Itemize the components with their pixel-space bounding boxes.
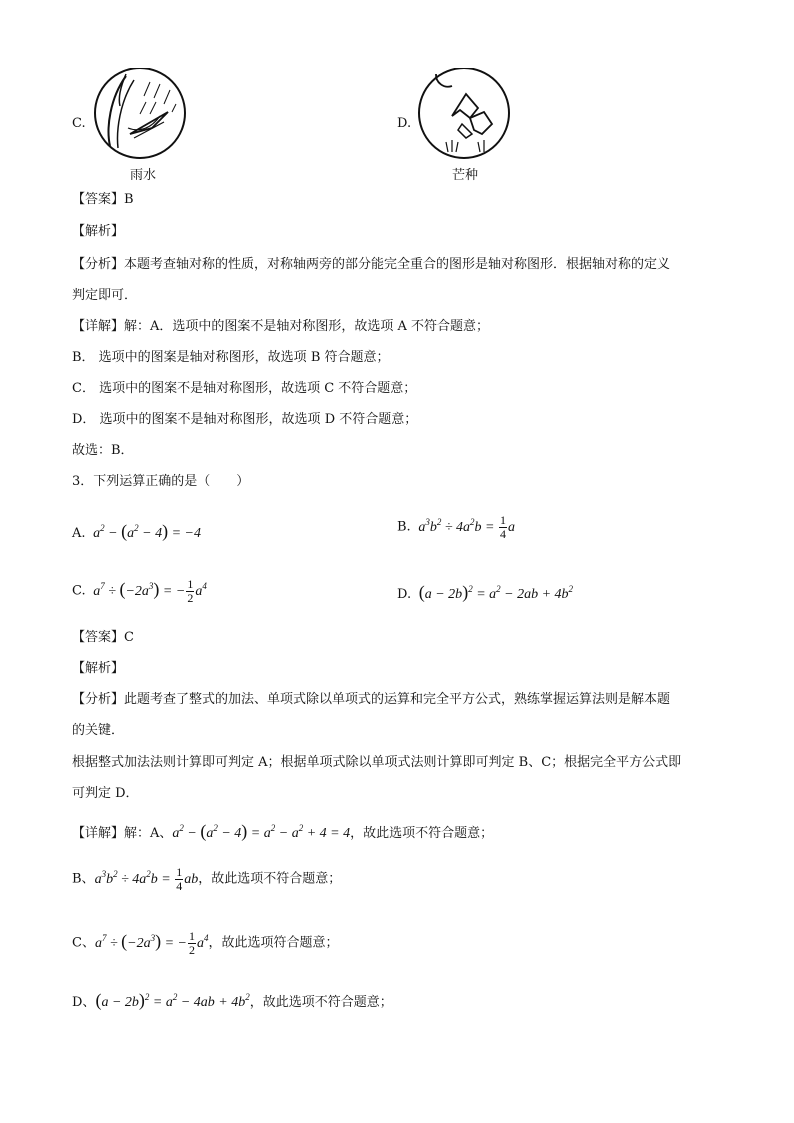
q2-detail-a: 【详解】解：A．选项中的图案不是轴对称图形，故选项 A 不符合题意；: [72, 319, 490, 334]
grain-in-ear-illustration: [414, 68, 514, 160]
q2-answer: 【答案】B: [72, 192, 134, 207]
q3-option-c-formula: $a^7 \div (-2a^3)$ = − $\frac{1}{2}$ $a^4$: [89, 577, 207, 605]
q3-option-b-formula: $a^3b^2 \div 4a^2b$ = $\frac{1}{4}$ a: [414, 513, 515, 541]
q2-analysis-line-1: 【分析】本题考查轴对称的性质，对称轴两旁的部分能完全重合的图形是轴对称图形．根据轴对称的定义: [72, 257, 671, 272]
q3-detail-d: [72, 990, 393, 1011]
q3-detail-a: [72, 821, 493, 842]
q3-option-a-label: A.: [72, 526, 86, 541]
q3-detail-a-suffix: ，故此选项不符合题意；: [350, 826, 494, 841]
rain-water-illustration: [90, 68, 190, 160]
q3-detail-c-formula: $a^7 \div (-2a^3)$ = − $\frac{1}{2}$ $a^4$: [94, 929, 209, 957]
q3-option-d: [397, 582, 573, 603]
q3-stem: 3．下列运算正确的是（ ）: [72, 474, 250, 489]
q3-option-d-label: D.: [397, 587, 412, 602]
q3-detail-d-suffix: ，故此选项不符合题意；: [249, 995, 393, 1010]
q2-analysis-heading: 【解析】: [72, 224, 125, 239]
q3-analysis-line-3: 根据整式加法法则计算即可判定 A；根据单项式除以单项式法则计算即可判定 B、C；根据完全平方公式即: [72, 755, 682, 770]
q3-detail-c: [72, 930, 339, 957]
q3-analysis-line-2: 的关键．: [72, 723, 125, 738]
q2-analysis-line-2: 判定即可．: [72, 288, 138, 303]
q3-detail-b-formula: $a^3b^2 \div 4a^2b$ = $\frac{1}{4}$ ab: [94, 865, 199, 893]
q3-detail-c-prefix: C、: [72, 935, 95, 951]
option-d-caption: 芒种: [452, 168, 479, 183]
q3-option-d-formula: $(a - 2b)^2 = a^2 - 2ab + 4b^2$: [418, 582, 574, 602]
q3-detail-b-prefix: B、: [72, 871, 95, 887]
q3-option-a-formula: $a^2 - (a^2 - 4) = -4$: [89, 521, 201, 541]
q2-detail-c: C． 选项中的图案不是轴对称图形，故选项 C 不符合题意；: [72, 381, 417, 396]
q3-option-b: [397, 514, 515, 541]
q3-detail-b: [72, 866, 341, 893]
q3-detail-b-suffix: ，故此选项不符合题意；: [198, 871, 342, 887]
q3-detail-c-suffix: ，故此选项符合题意；: [208, 935, 339, 951]
q3-answer: 【答案】C: [72, 630, 134, 645]
q3-analysis-heading: 【解析】: [72, 661, 125, 676]
option-d-letter: D.: [397, 116, 412, 131]
q2-detail-d: D． 选项中的图案不是轴对称图形，故选项 D 不符合题意；: [72, 412, 418, 427]
q3-analysis-line-1: 【分析】此题考查了整式的加法、单项式除以单项式的运算和完全平方公式，熟练掌握运算法则是解本题: [72, 692, 671, 707]
q3-detail-a-formula: $a^2 - (a^2 - 4) = a^2 - a^2 + 4 = 4$: [172, 821, 351, 841]
q3-detail-d-formula: $(a - 2b)^2 = a^2 - 4ab + 4b^2$: [95, 990, 250, 1010]
q2-detail-b: B． 选项中的图案是轴对称图形，故选项 B 符合题意；: [72, 350, 390, 365]
q2-choice: 故选：B．: [72, 443, 134, 458]
option-c-letter: C.: [72, 116, 86, 131]
option-c-caption: 雨水: [130, 168, 157, 183]
q3-option-b-label: B.: [397, 519, 411, 535]
q3-option-c-label: C.: [72, 583, 86, 599]
q3-option-c: [72, 578, 207, 605]
q3-analysis-line-4: 可判定 D．: [72, 786, 139, 801]
q3-detail-d-prefix: D、: [72, 995, 96, 1010]
q3-detail-a-prefix: 【详解】解：A、: [72, 826, 173, 841]
q3-option-a: [72, 521, 201, 542]
